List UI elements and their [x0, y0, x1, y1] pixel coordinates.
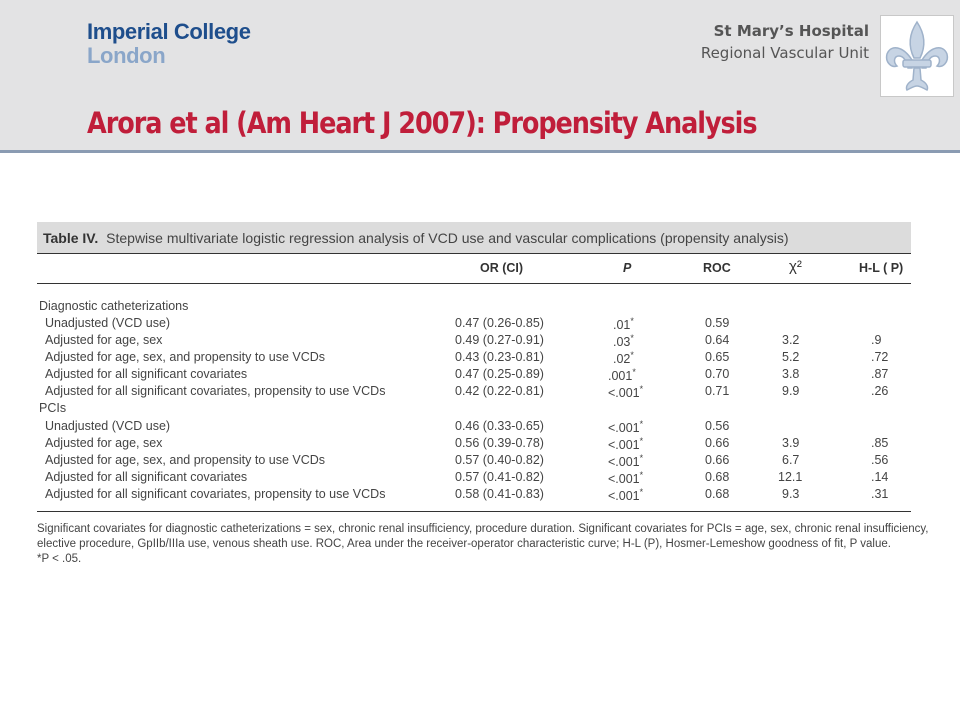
row-roc: 0.66 [705, 436, 730, 450]
table-row [37, 470, 911, 487]
row-p [608, 453, 643, 469]
table-rule-header [37, 283, 911, 284]
table-row [37, 487, 911, 504]
row-chi: 12.1 [778, 470, 803, 484]
table-row [37, 316, 911, 333]
hospital-name: St Mary’s Hospital [713, 22, 869, 40]
asterisk: * [630, 316, 634, 326]
row-or: 0.49 (0.27-0.91) [455, 333, 544, 347]
asterisk: * [639, 436, 644, 446]
slide-header [0, 0, 960, 150]
row-hl: .14 [871, 470, 889, 484]
row-chi: 3.2 [782, 333, 800, 347]
row-label: Unadjusted (VCD use) [45, 316, 171, 330]
logo-line-1: Imperial College [87, 19, 251, 44]
group-heading [37, 299, 911, 316]
row-roc: 0.70 [705, 367, 730, 381]
fleur-de-lis-icon [880, 15, 954, 97]
row-chi: 9.3 [782, 487, 800, 501]
hospital-unit: Regional Vascular Unit [700, 44, 869, 62]
header-divider [0, 150, 960, 153]
row-label: Adjusted for all significant covariates [45, 470, 248, 484]
row-label: Adjusted for age, sex [45, 333, 163, 347]
row-hl: .31 [871, 487, 889, 501]
row-chi: 6.7 [782, 453, 800, 467]
footnote-line: Significant covariates for diagnostic catheterizations = sex, chronic renal insufficiency, procedure duration. Significant covariates for PCIs = age, sex, chronic renal insufficiency, [37, 523, 929, 535]
table-label: Table IV. [43, 230, 99, 246]
row-hl: .72 [871, 350, 889, 364]
asterisk: * [639, 384, 644, 394]
asterisk: * [632, 367, 636, 377]
row-roc: 0.65 [705, 350, 730, 364]
p-value: <.001 [608, 472, 640, 487]
p-value: .001 [608, 369, 633, 384]
p-value: <.001 [608, 489, 640, 504]
row-chi: 3.8 [782, 367, 800, 381]
hospital-label [701, 20, 869, 64]
row-or: 0.56 (0.39-0.78) [455, 436, 544, 450]
p-value: <.001 [608, 455, 640, 470]
row-label: Adjusted for all significant covariates, propensity to use VCDs [45, 384, 386, 398]
asterisk: * [630, 350, 634, 360]
p-value: <.001 [608, 438, 640, 453]
p-value: <.001 [608, 421, 640, 436]
asterisk: * [630, 333, 634, 343]
p-value: .01 [613, 318, 631, 333]
group-heading [37, 401, 911, 418]
row-label: Adjusted for all significant covariates, propensity to use VCDs [45, 487, 386, 501]
asterisk: * [639, 470, 644, 480]
row-or: 0.57 (0.40-0.82) [455, 453, 544, 467]
row-chi: 5.2 [782, 350, 800, 364]
table-row [37, 419, 911, 436]
row-p [608, 436, 643, 452]
row-p [613, 350, 634, 366]
row-roc: 0.59 [705, 316, 730, 330]
row-p [613, 316, 634, 332]
table-caption-text: Stepwise multivariate logistic regression analysis of VCD use and vascular complications (propensity analysis) [106, 230, 789, 246]
p-value: .03 [613, 335, 631, 350]
row-p [608, 367, 636, 383]
row-chi: 9.9 [782, 384, 800, 398]
row-or: 0.43 (0.23-0.81) [455, 350, 544, 364]
row-or: 0.58 (0.41-0.83) [455, 487, 544, 501]
table-row [37, 384, 911, 401]
group-name: Diagnostic catheterizations [39, 299, 189, 313]
row-hl: .26 [871, 384, 889, 398]
header-chi-square: χ² [789, 258, 802, 275]
header-p: P [623, 261, 632, 275]
row-hl: .85 [871, 436, 889, 450]
row-roc: 0.68 [705, 487, 730, 501]
asterisk: * [639, 487, 644, 497]
table-iv [37, 222, 911, 254]
row-p [613, 333, 634, 349]
table-caption [37, 222, 911, 254]
row-p [608, 487, 643, 503]
row-label: Adjusted for all significant covariates [45, 367, 248, 381]
row-roc: 0.71 [705, 384, 730, 398]
row-or: 0.47 (0.26-0.85) [455, 316, 544, 330]
p-value: .02 [613, 352, 631, 367]
table-row [37, 453, 911, 470]
row-or: 0.57 (0.41-0.82) [455, 470, 544, 484]
row-label: Adjusted for age, sex [45, 436, 163, 450]
imperial-college-logo [87, 20, 251, 68]
asterisk: * [639, 419, 644, 429]
row-or: 0.47 (0.25-0.89) [455, 367, 544, 381]
table-rule-top [37, 253, 911, 254]
group-name: PCIs [39, 401, 67, 415]
row-hl: .56 [871, 453, 889, 467]
logo-line-2: London [87, 43, 166, 68]
table-row [37, 436, 911, 453]
table-row [37, 350, 911, 367]
table-footnote [37, 522, 929, 567]
table-row [37, 333, 911, 350]
row-label: Adjusted for age, sex, and propensity to use VCDs [45, 350, 326, 364]
row-chi: 3.9 [782, 436, 800, 450]
row-label: Unadjusted (VCD use) [45, 419, 171, 433]
table-header-row [37, 258, 911, 278]
row-hl: .9 [871, 333, 882, 347]
asterisk: * [639, 453, 644, 463]
row-roc: 0.68 [705, 470, 730, 484]
header-or: OR (CI) [480, 261, 524, 275]
row-p [608, 470, 643, 486]
header-hl: H-L ( P) [859, 261, 904, 275]
row-roc: 0.64 [705, 333, 730, 347]
p-value: <.001 [608, 386, 640, 401]
footnote-line: elective procedure, GpIIb/IIIa use, venous sheath use. ROC, Area under the receiver-operator characteristic curve; H-L (P), Hosmer-Lemeshow goodness of fit, P value. [37, 538, 891, 550]
table-rule-bottom [37, 511, 911, 512]
row-label: Adjusted for age, sex, and propensity to use VCDs [45, 453, 326, 467]
row-p [608, 384, 643, 400]
row-hl: .87 [871, 367, 889, 381]
row-roc: 0.66 [705, 453, 730, 467]
row-roc: 0.56 [705, 419, 730, 433]
header-roc: ROC [703, 261, 731, 275]
slide-title: Arora et al (Am Heart J 2007): Propensity Analysis [87, 106, 757, 140]
row-or: 0.42 (0.22-0.81) [455, 384, 544, 398]
table-row [37, 367, 911, 384]
row-or: 0.46 (0.33-0.65) [455, 419, 544, 433]
row-p [608, 419, 643, 435]
footnote-line: *P < .05. [37, 553, 82, 565]
